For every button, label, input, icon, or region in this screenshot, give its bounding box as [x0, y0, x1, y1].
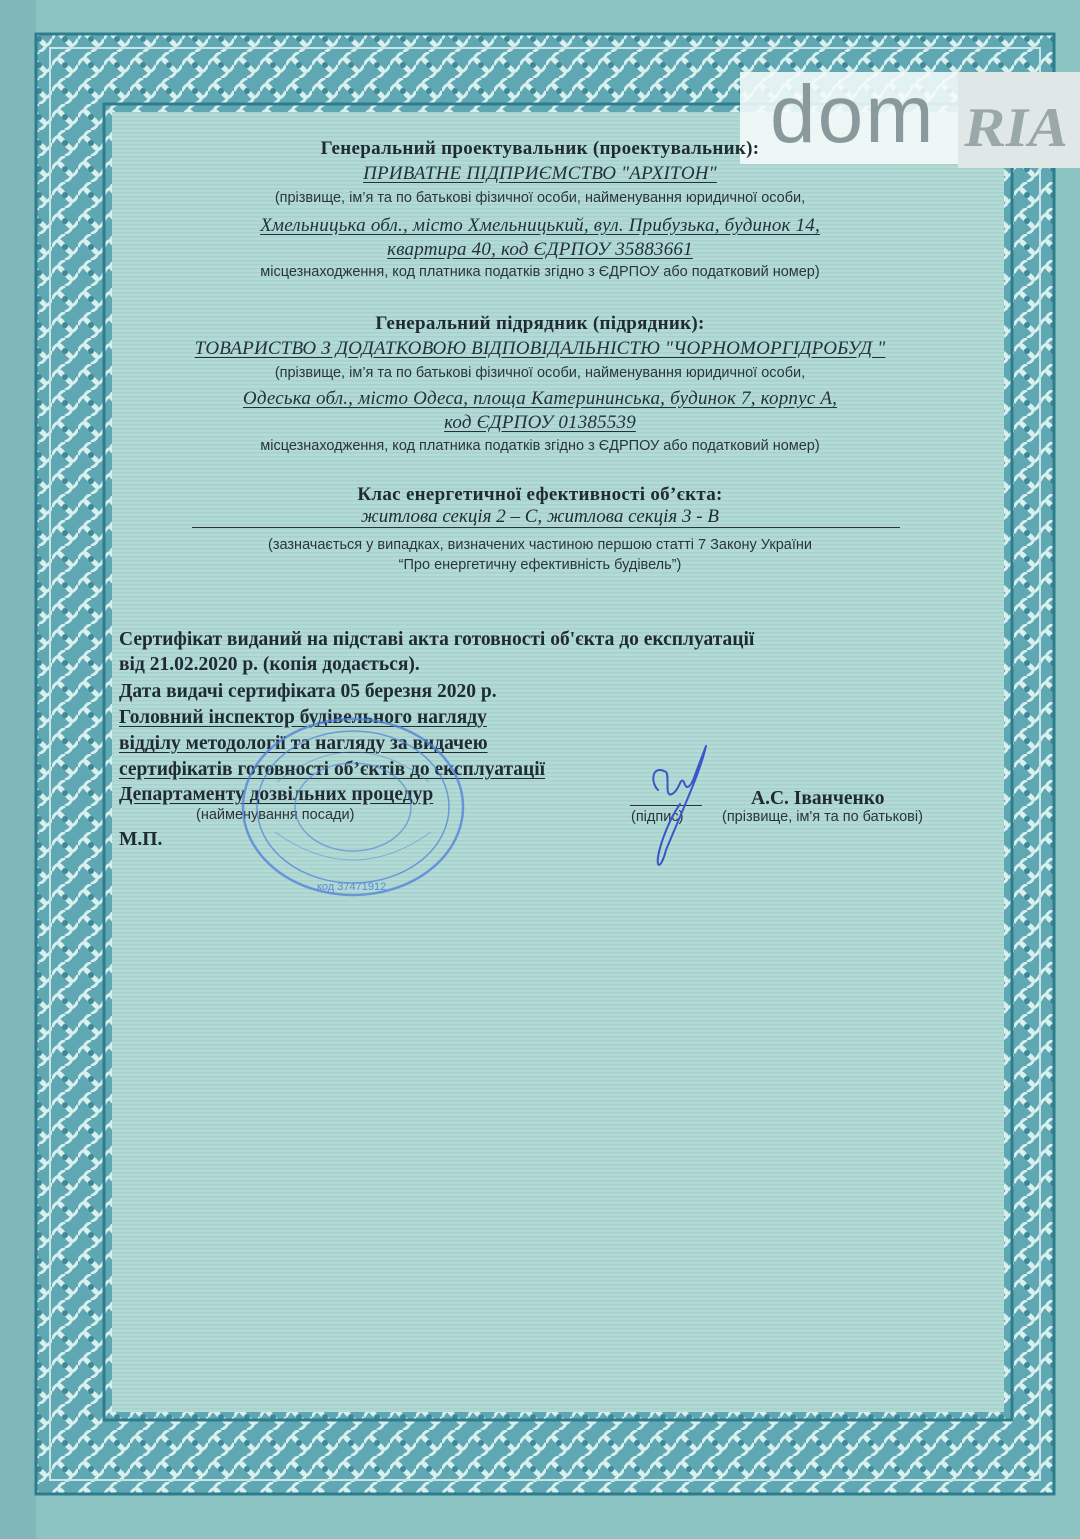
energy-note-1: (зазначається у випадках, визначених частиною першою статті 7 Закону України	[268, 537, 812, 553]
designer-address-1: Хмельницька обл., місто Хмельницький, вул. Прибузька, будинок 14,	[260, 215, 820, 236]
contractor-heading: Генеральний підрядник (підрядник):	[375, 313, 705, 334]
designer-heading: Генеральний проектувальник (проектувальник):	[320, 138, 760, 159]
contractor-name: ТОВАРИСТВО З ДОДАТКОВОЮ ВІДПОВІДАЛЬНІСТЮ "ЧОРНОМОРГІДРОБУД "	[194, 338, 886, 359]
contractor-name-note: (прізвище, ім’я та по батькові фізичної особи, найменування юридичної особи,	[274, 365, 806, 381]
energy-value: житлова секція 2 – С, житлова секція 3 - В	[361, 506, 719, 527]
position-note: (найменування посади)	[196, 807, 355, 823]
issue-date: Дата видачі сертифіката 05 березня 2020 р.	[119, 681, 497, 702]
energy-heading: Клас енергетичної ефективності об’єкта:	[357, 484, 723, 505]
basis-line-2: від 21.02.2020 р. (копія додається).	[119, 654, 420, 675]
basis-line-1: Сертифікат виданий на підставі акта готовності об'єкта до експлуатації	[119, 629, 755, 650]
designer-name: ПРИВАТНЕ ПІДПРИЄМСТВО "АРХІТОН"	[363, 163, 717, 184]
handwritten-signature	[636, 742, 726, 872]
energy-note-2: “Про енергетичну ефективність будівель”)	[398, 557, 682, 573]
designer-address-note: місцезнаходження, код платника податків згідно з ЄДРПОУ або податковий номер)	[260, 264, 820, 280]
contractor-address-1: Одеська обл., місто Одеса, площа Катерининська, будинок 7, корпус А,	[242, 388, 838, 409]
position-line-1: Головний інспектор будівельного нагляду	[119, 707, 487, 728]
position-line-2: відділу методології та нагляду за видачею	[119, 733, 488, 754]
signature-note: (підпис)	[631, 809, 684, 825]
contractor-address-2: код ЄДРПОУ 01385539	[444, 412, 636, 433]
position-line-4: Департаменту дозвільних процедур	[119, 784, 434, 805]
seal-label: М.П.	[119, 829, 163, 850]
official-stamp	[237, 712, 469, 902]
position-line-3: сертифікатів готовності об’єктів до експлуатації	[119, 759, 546, 780]
designer-address-2: квартира 40, код ЄДРПОУ 35883661	[387, 239, 693, 260]
watermark-brand: dom	[770, 69, 936, 160]
signer-name: А.С. Іванченко	[751, 788, 885, 809]
signer-note: (прізвище, ім'я та по батькові)	[722, 809, 923, 825]
contractor-address-note: місцезнаходження, код платника податків згідно з ЄДРПОУ або податковий номер)	[260, 438, 820, 454]
stamp-code: код 37471912	[317, 881, 387, 893]
watermark-brand-suffix: RIA	[960, 97, 1075, 159]
designer-name-note: (прізвище, ім’я та по батькові фізичної особи, найменування юридичної особи,	[274, 190, 806, 206]
